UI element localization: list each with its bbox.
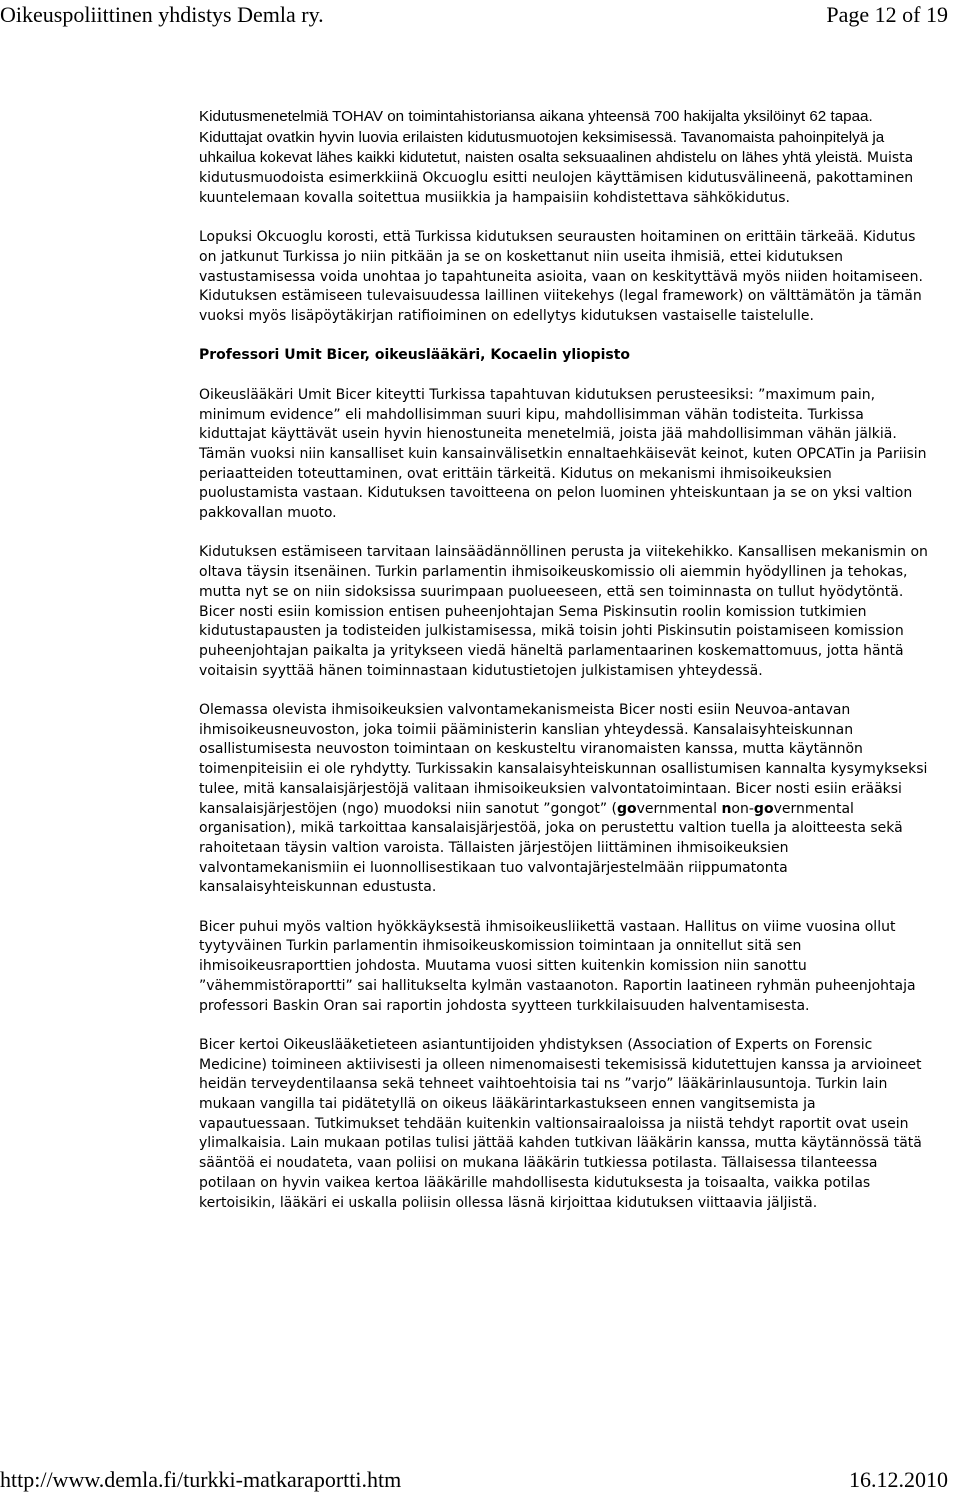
paragraph-legal-framework: Kidutuksen estämiseen tarvitaan lainsäädännöllinen perusta ja viitekehikko. Kansallisen mekanismin on oltava täysin itsenäinen. Turkin parlamentin ihmisoikeuskomissio oli aiemmin hyödyllinen ja tehokas, mutta nyt se on niin sidoksissa suurimpaan puolueeseen, että sen toiminnasta on tullut hyödytöntä. Bicer nosti esiin komission entisen puheenjohtajan Sema Piskinsutin roolin komission tutkimien kidutustapausten ja todisteiden julkistamisessa, mikä toisin johti Piskinsutin poistamiseen komission puheenjohtajan paikalta ja yritykseen viedä häneltä parlamentaarinen koskemattomuus, jotta häntä voitaisin syyttää hänen toiminnastaan kidutustietojen julkistamisen yhteydessä. [199,544,928,679]
paragraph-torture-methods-part1: Kidutusmenetelmiä TOHAV on toimintahistoriansa aikana yhteensä 700 hakijalta yksilöinyt 62 tapaa. Kiduttajat ovatkin hyvin luovia erilaisten kidutusmuotojen keksimisessä. Tavanomaista pahoinpitelyä ja uhkailua kokevat lähes kaikki kidutetut, naisten osalta seksuaalinen ahdistelu on lähes yhtä yleistä. [199,108,885,167]
paragraph-state-attack: Bicer puhui myös valtion hyökkäyksestä ihmisoikeusliikettä vastaan. Hallitus on viime vuosina ollut tyytyväinen Turkin parlamentin ihmisoikeuskomission toimintaan ja onnitellut sitä sen ihmisoikeusraporttien johdosta. Muutama vuosi sitten kuitenkin komission niin sanottu ”vähemmistöraportti” sai hallitukselta kylmän vastaanoton. Raportin laatineen ryhmän puheenjohtaja professori Baskin Oran sai raportin johdosta syytteen turkkilaisuuden halventamisesta. [199,918,916,1014]
header-site-title: Oikeuspoliittinen yhdistys Demla ry. [0,2,324,27]
gongo-bold-go-2: go [753,800,774,817]
gongo-text-b: vernmental [636,800,722,817]
paragraph-forensic-experts: Bicer kertoi Oikeuslääketieteen asiantuntijoiden yhdistyksen (Association of Experts on Forensic Medicine) toimineen aktiivisesti ja olleen nimenomaisesti tekemisissä kidutettujen kanssa ja arvioineet heidän terveydentilaansa sekä tehneet vaihtoehtoisia tai ns ”varjo” lääkärinlausuntoja. Turkin lain mukaan vangilla tai pidätetyllä on oikeus lääkärintarkastukseen ennen vangitsemista ja vapautuessaan. Tutkimukset tehdään kuitenkin valtionsairaaloissa ja niistä tehdyt raportit ovat usein ylimalkaisia. Lain mukaan potilas tulisi jättää kahden tutkivan lääkärin kanssa, mutta käytännössä tätä sääntöä ei noudateta, vaan poliisi on mukana lääkärin tutkiessa potilasta. Tällaisessa tilanteessa potilaan on hyvin vaikea kertoa lääkärille mahdollisesta kidutuksesta ja toisaalta, vaikka potilas kertoisikin, lääkäri ei uskalla poliisin ollessa läsnä kirjoittaa kidutuksen viittaavia jäljistä. [199,1036,922,1211]
paragraph-torture-methods-part2: Muista kidutusmuodoista esimerkkiinä Okcuoglu esitti neulojen käyttämisen kidutusvälineenä, pakottaminen kuuntelemaan kovalla soitettua musiikkia ja hampaisiin kohdistettava sähkökidutus. [199,150,914,206]
gongo-bold-n: n [721,800,732,817]
header-page-number: Page 12 of 19 [826,2,948,27]
gongo-bold-go-1: go [616,800,637,817]
gongo-text-d: vernmental organisation), mikä tarkoittaa kansalaisjärjestöä, joka on perustettu valtion tuella ja aloitteesta sekä rahoitetaan täysin valtion varoista. Tällaisten järjestöjen liittäminen ihmisoikeuksien valvontamekanismiin ei luonnollisestikaan tuo valvontajärjestelmään riippumatonta kansalaisyhteiskunnan edustusta. [199,800,903,896]
gongo-text-c: on- [731,800,754,817]
footer-date: 16.12.2010 [849,1467,948,1492]
paragraph-monitoring-mechanisms [199,701,931,898]
paragraph-maximum-pain: Oikeuslääkäri Umit Bicer kiteytti Turkissa tapahtuvan kidutuksen perusteesiksi: ”maximum pain, minimum evidence” eli mahdollisimman suuri kipu, mahdollisimman vähän todisteita. Turkissa kiduttajat käyttävät usein hyvin hienostuneita menetelmiä, joista jää mahdollisimman vähän jälkiä. Tämän vuoksi niin kansalliset kuin kansainvälisetkin ennaltaehkäisevät keinot, kuten OPCATin ja Pariisin periaatteiden toteuttaminen, ovat erittäin tärkeitä. Kidutus on mekanismi ihmisoikeuksien puolustamista vastaan. Kidutuksen tavoitteena on pelon luominen yhteiskuntaan ja se on yksi valtion pakkovallan muoto. [199,386,927,522]
gongo-text-a: Olemassa olevista ihmisoikeuksien valvontamekanismeista Bicer nosti esiin Neuvoa-antavan ihmisoikeusneuvoston, joka toimii pääministerin kanslian yhteydessä. Kansalaisyhteiskunnan osallistumisesta neuvoston toimintaan on keskusteltu viranomaisten kanssa, mutta käytännön toimenpiteisiin ei ole ryhdytty. Turkissakin kansalaisyhteiskunnan osallistumisen kannalta kysymykseksi tulee, mitä kansalaisjärjestöjä valitaan ihmisoikeuksien valvontatoimintaan. Bicer nosti esiin erääksi kansalaisjärjestöjen (ngo) muodoksi niin sanotut ”gongot” ( [199,702,928,817]
paragraph-okcuoglu-conclusion: Lopuksi Okcuoglu korosti, että Turkissa kidutuksen seurausten hoitaminen on erittäin tärkeää. Kidutus on jatkunut Turkissa jo niin pitkään ja se on koskettanut niin useita ihmisiä, ettei kidutuksen vastustamisessa voida unohtaa jo tapahtuneita asioita, vaan on keskityttävä myös niiden hoitamiseen. Kidutuksen estämiseen tulevaisuudessa laillinen viitekehys (legal framework) on välttämätön ja tämän vuoksi myös lisäpöytäkirjan ratifioiminen on edellytys kidutuksen vastaiselle taistelulle. [199,229,923,325]
paragraph-torture-methods [199,107,931,209]
article-body [199,107,931,1233]
section-heading-bicer: Professori Umit Bicer, oikeuslääkäri, Kocaelin yliopisto [199,347,631,364]
footer-url: http://www.demla.fi/turkki-matkaraportti.htm [0,1467,402,1492]
